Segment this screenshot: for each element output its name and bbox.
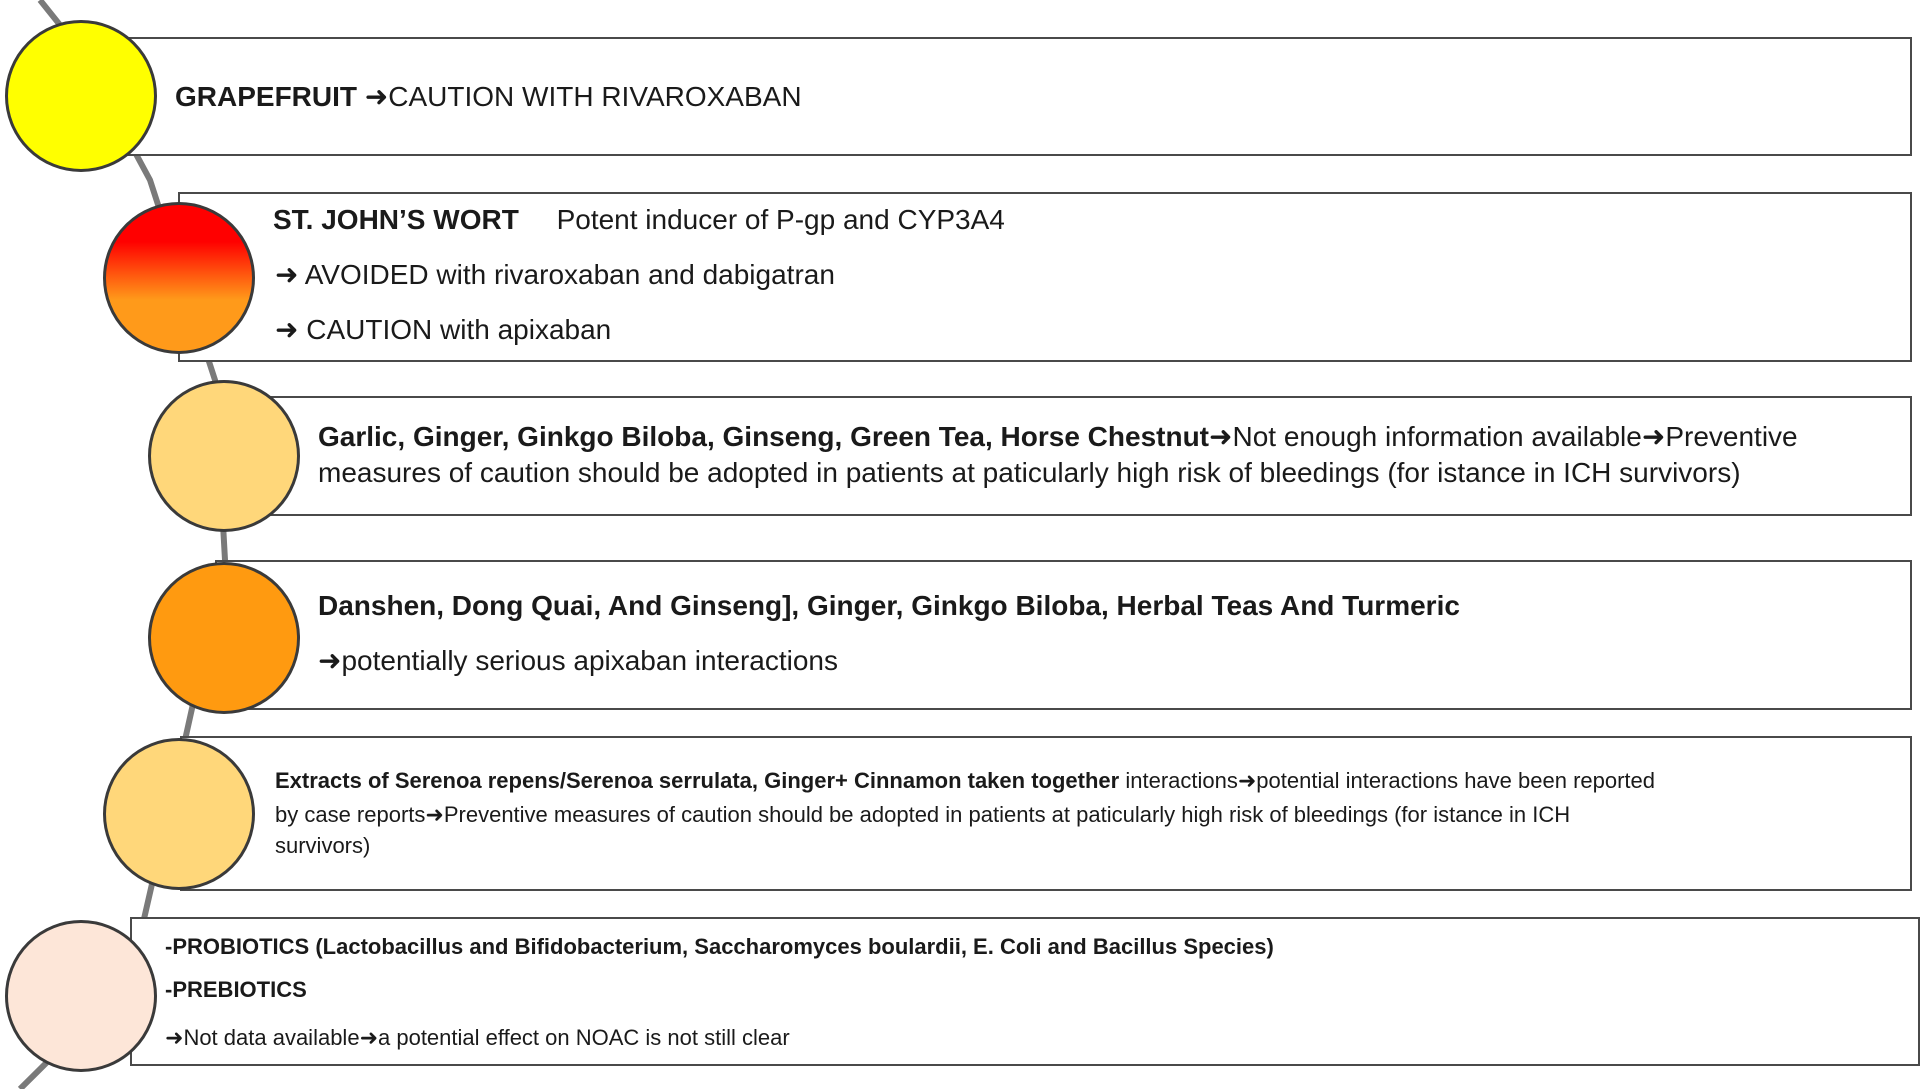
serenoa-group-text2: potential interactions have been reported [1256, 768, 1656, 793]
garlic-group-text2: Preventive [1665, 421, 1798, 452]
danshen-group-line1 [318, 590, 1460, 622]
garlic-group-box [230, 396, 1912, 516]
danshen-group-circle [148, 562, 300, 714]
st-johns-wort-line1-text: AVOIDED with rivaroxaban and dabigatran [304, 259, 835, 290]
grapefruit-circle [5, 20, 157, 172]
arrow-icon: ➜ [359, 1026, 378, 1051]
serenoa-group-line2 [275, 802, 1570, 828]
arrow-icon: ➜ [1641, 420, 1666, 453]
arrow-icon: ➜ [1237, 769, 1257, 794]
st-johns-wort-title: ST. JOHN’S WORT [273, 204, 519, 235]
st-johns-wort-subtitle: Potent inducer of P-gp and CYP3A4 [556, 204, 1005, 235]
danshen-group-line2 [318, 644, 838, 677]
arrow-icon: ➜ [275, 313, 299, 346]
serenoa-group-line3: survivors) [275, 833, 371, 858]
prebiotics-title: -PREBIOTICS [165, 977, 307, 1002]
arrow-icon: ➜ [165, 1026, 184, 1051]
arrow-icon: ➜ [425, 803, 444, 828]
danshen-group-effect: potentially serious apixaban interactions [341, 645, 838, 676]
serenoa-group-line1 [275, 768, 1655, 794]
probiotics-title: -PROBIOTICS (Lactobacillus and Bifidobacterium, Saccharomyces boulardii, E. Coli and Bacillus Species) [165, 934, 1274, 959]
st-johns-wort-heading [273, 204, 1005, 236]
probiotics-circle [5, 920, 157, 1072]
serenoa-group-text1: interactions [1125, 768, 1238, 793]
arrow-icon: ➜ [318, 644, 342, 677]
grapefruit-effect: CAUTION WITH RIVAROXABAN [388, 81, 802, 112]
serenoa-group-circle [103, 738, 255, 890]
probiotics-line2 [165, 977, 307, 1003]
garlic-group-text1: Not enough information available [1232, 421, 1642, 452]
arrow-icon: ➜ [275, 258, 299, 291]
garlic-group-line1 [318, 420, 1798, 453]
serenoa-group-line2-a: by case reports [275, 802, 426, 827]
arrow-icon: ➜ [1209, 420, 1233, 453]
grapefruit-text [175, 80, 802, 113]
arrow-icon: ➜ [364, 80, 389, 113]
probiotics-text1: Not data available [183, 1025, 360, 1050]
garlic-group-circle [148, 380, 300, 532]
serenoa-group-line2-b: Preventive measures of caution should be adopted in patients at paticularly high risk of bleedings (for istance in ICH [443, 802, 1571, 827]
serenoa-group-title: Extracts of Serenoa repens/Serenoa serrulata, Ginger+ Cinnamon taken together [275, 768, 1120, 793]
probiotics-line1 [165, 934, 1274, 960]
st-johns-wort-line1 [275, 258, 835, 291]
probiotics-line3 [165, 1025, 790, 1051]
danshen-group-box [215, 560, 1912, 710]
probiotics-text2: a potential effect on NOAC is not still clear [378, 1025, 790, 1050]
st-johns-wort-circle [103, 202, 255, 354]
grapefruit-title: GRAPEFRUIT [175, 81, 357, 112]
st-johns-wort-line2 [275, 313, 611, 346]
garlic-group-title: Garlic, Ginger, Ginkgo Biloba, Ginseng, Green Tea, Horse Chestnut [318, 421, 1209, 452]
st-johns-wort-line2-text: CAUTION with apixaban [306, 314, 612, 345]
danshen-group-title: Danshen, Dong Quai, And Ginseng], Ginger, Ginkgo Biloba, Herbal Teas And Turmeric [318, 590, 1460, 621]
garlic-group-line2: measures of caution should be adopted in patients at paticularly high risk of bleedings (for istance in ICH survivors) [318, 457, 1741, 488]
